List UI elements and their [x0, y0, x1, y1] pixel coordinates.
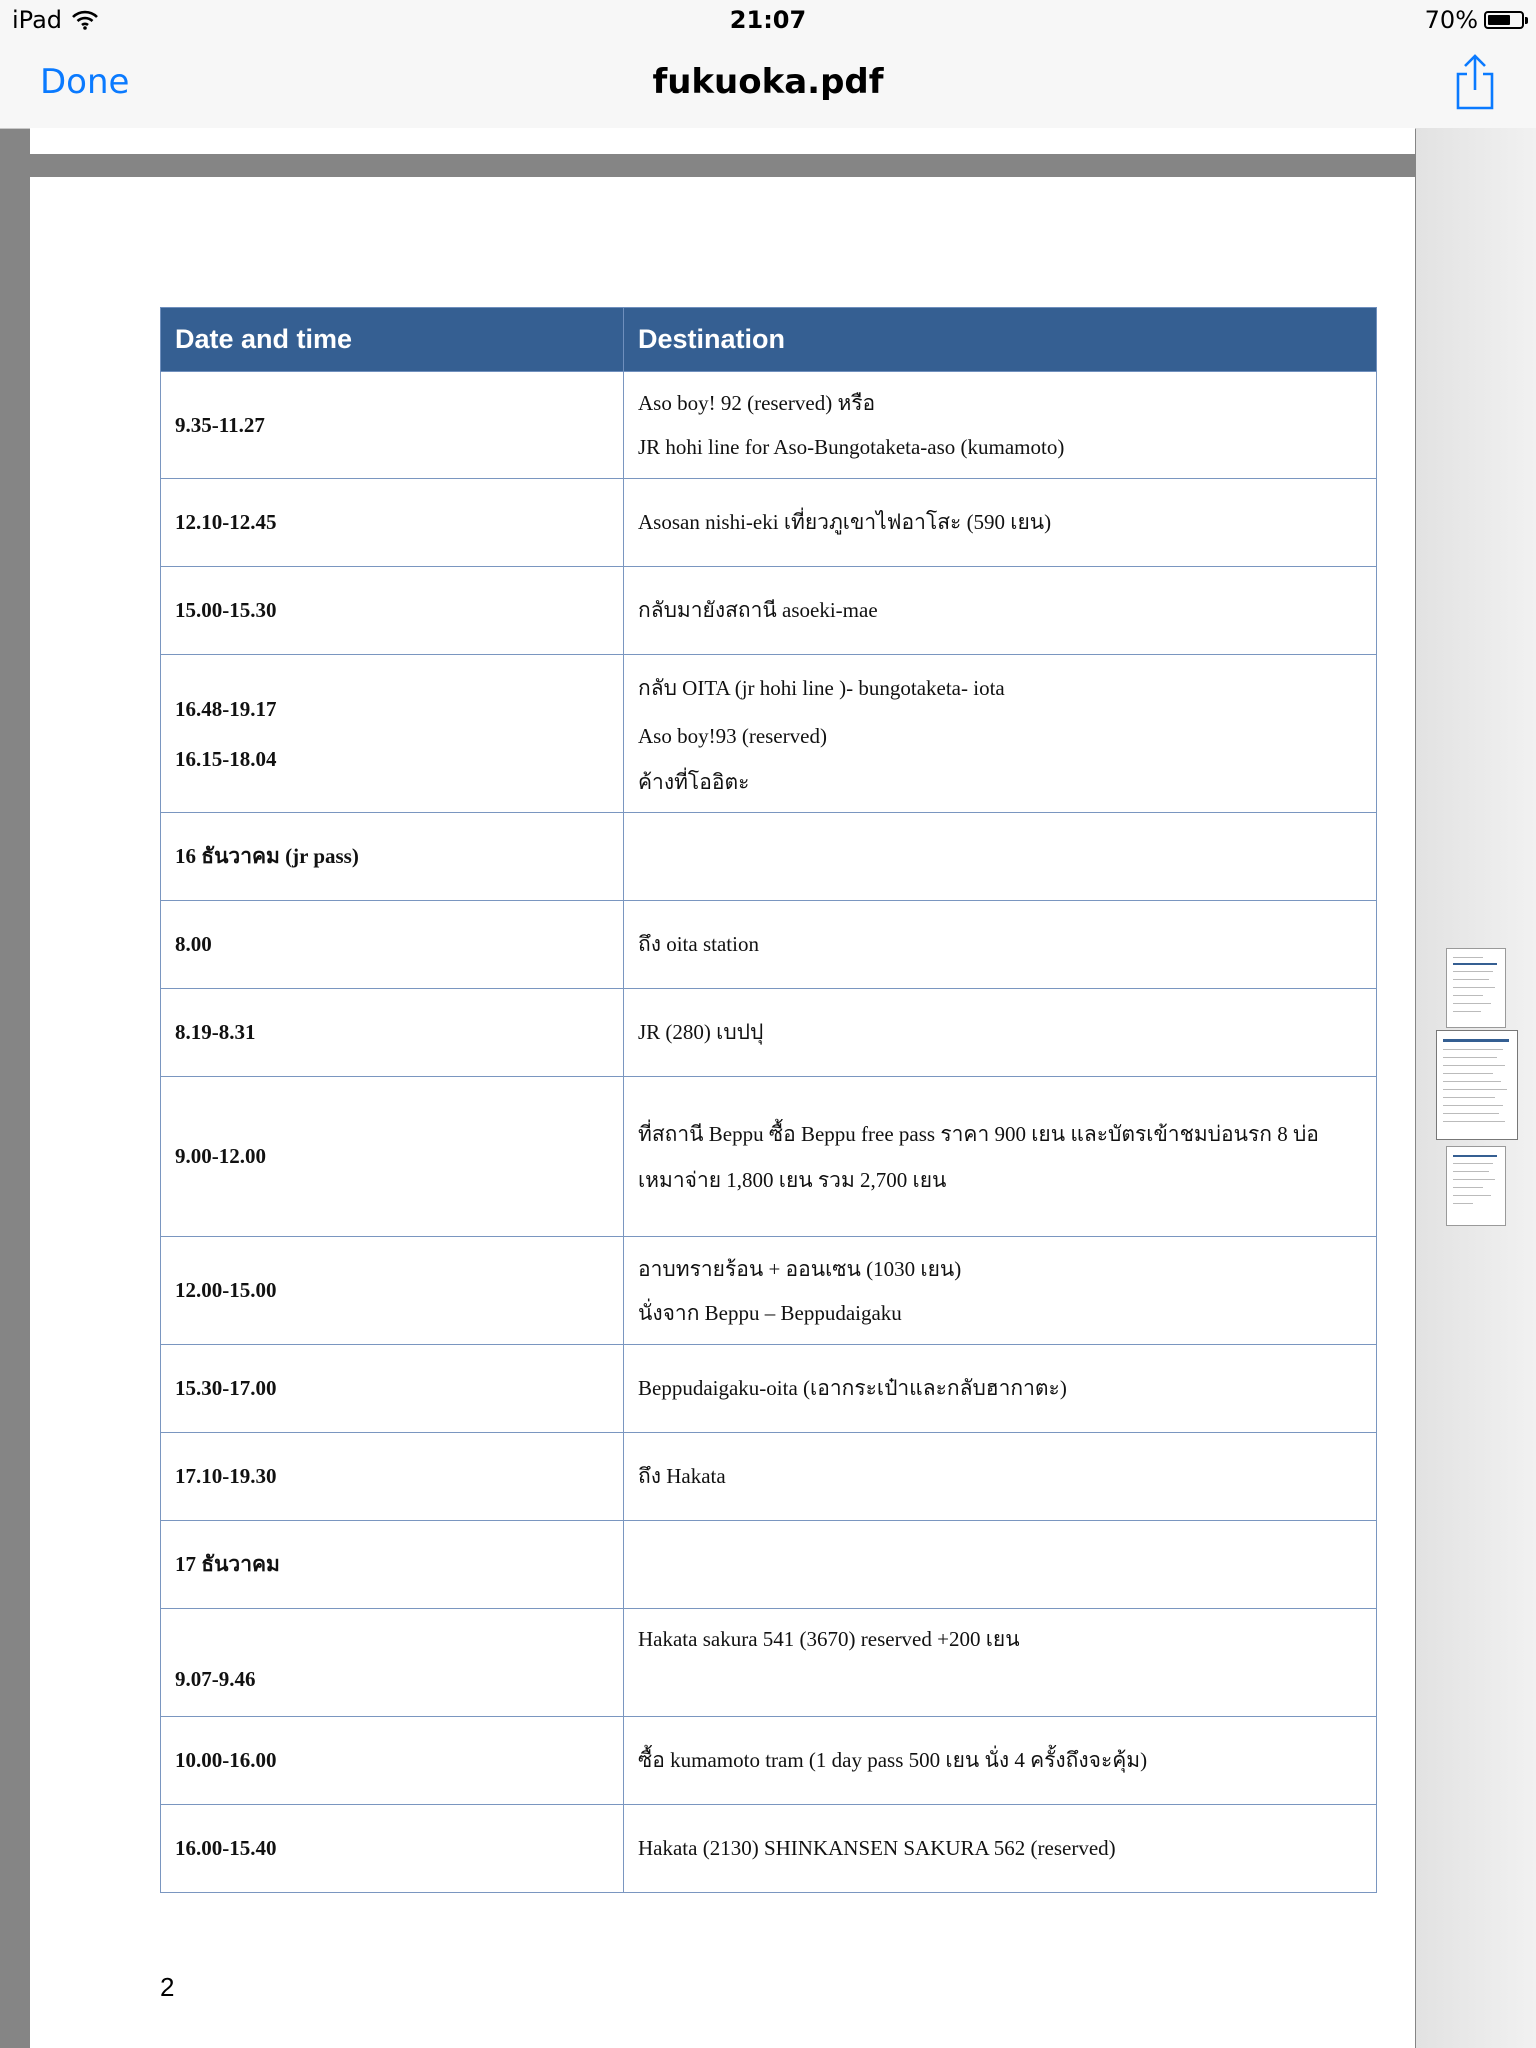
row-destination: ซื้อ kumamoto tram (1 day pass 500 เยน นั่ง 4 ครั้งถึงจะคุ้ม) — [624, 1717, 1377, 1805]
row-date-heading: 17 ธันวาคม — [161, 1521, 624, 1609]
row-time — [161, 655, 624, 813]
row-time: 9.07-9.46 — [161, 1609, 624, 1717]
row-date-heading: 16 ธันวาคม (jr pass) — [161, 813, 624, 901]
table-row — [161, 655, 1377, 813]
row-time: 17.10-19.30 — [161, 1433, 624, 1521]
row-destination-empty — [624, 1521, 1377, 1609]
destination-line: นั่งจาก Beppu – Beppudaigaku — [638, 1300, 902, 1325]
share-icon[interactable] — [1452, 54, 1498, 110]
row-time: 8.19-8.31 — [161, 989, 624, 1077]
table-row — [161, 1521, 1377, 1609]
destination-line: Aso boy! 92 (reserved) หรือ — [638, 391, 876, 415]
table-row — [161, 813, 1377, 901]
row-destination — [624, 655, 1377, 813]
pdf-page[interactable] — [30, 177, 1415, 2048]
battery-icon — [1484, 11, 1524, 29]
table-row — [161, 567, 1377, 655]
previous-page-bottom[interactable] — [30, 128, 1415, 154]
battery-fill — [1488, 15, 1510, 25]
row-time: 9.00-12.00 — [161, 1077, 624, 1237]
status-bar — [0, 0, 1536, 40]
table-row — [161, 372, 1377, 479]
page-thumbnail-2-current[interactable] — [1436, 1030, 1518, 1140]
status-right — [1425, 6, 1524, 34]
destination-line: กลับ OITA (jr hohi line )- bungotaketa- iota — [638, 675, 1005, 700]
time-line: 16.48-19.17 — [175, 696, 277, 721]
row-time: 12.00-15.00 — [161, 1237, 624, 1345]
table-row — [161, 1237, 1377, 1345]
row-destination: Hakata sakura 541 (3670) reserved +200 เยน — [624, 1609, 1377, 1717]
row-time: 9.35-11.27 — [161, 372, 624, 479]
row-destination: Beppudaigaku-oita (เอากระเป๋าและกลับฮากาตะ) — [624, 1345, 1377, 1433]
row-destination: ถึง oita station — [624, 901, 1377, 989]
table-row — [161, 1077, 1377, 1237]
table-row — [161, 1433, 1377, 1521]
row-time: 15.30-17.00 — [161, 1345, 624, 1433]
table-row — [161, 901, 1377, 989]
clock: 21:07 — [729, 6, 807, 34]
row-time: 8.00 — [161, 901, 624, 989]
table-row — [161, 1805, 1377, 1893]
schedule-table — [160, 307, 1377, 1893]
table-row — [161, 1717, 1377, 1805]
destination-line: JR hohi line for Aso-Bungotaketa-aso (kumamoto) — [638, 435, 1065, 459]
device-label: iPad — [12, 6, 63, 34]
row-time: 12.10-12.45 — [161, 479, 624, 567]
row-destination — [624, 1077, 1377, 1237]
page-thumbnail-3[interactable] — [1446, 1146, 1506, 1226]
row-destination: Hakata (2130) SHINKANSEN SAKURA 562 (reserved) — [624, 1805, 1377, 1893]
page-number: 2 — [160, 1972, 175, 2002]
row-destination — [624, 372, 1377, 479]
destination-line: เหมาจ่าย 1,800 เยน รวม 2,700 เยน — [638, 1167, 947, 1192]
row-destination-empty — [624, 813, 1377, 901]
table-header-row — [161, 308, 1377, 372]
destination-line: อาบทรายร้อน + ออนเซน (1030 เยน) — [638, 1256, 962, 1281]
page-thumbnail-bar[interactable] — [1416, 128, 1536, 2048]
row-time: 16.00-15.40 — [161, 1805, 624, 1893]
header-date-time: Date and time — [161, 308, 624, 372]
row-time: 10.00-16.00 — [161, 1717, 624, 1805]
done-button[interactable]: Done — [40, 62, 130, 102]
nav-bar — [0, 40, 1536, 129]
table-row — [161, 989, 1377, 1077]
row-time: 15.00-15.30 — [161, 567, 624, 655]
table-row — [161, 1609, 1377, 1717]
destination-line: ค้างที่โออิตะ — [638, 769, 750, 794]
header-destination: Destination — [624, 308, 1377, 372]
row-destination: ถึง Hakata — [624, 1433, 1377, 1521]
row-destination: กลับมายังสถานี asoeki-mae — [624, 567, 1377, 655]
destination-line: ที่สถานี Beppu ซื้อ Beppu free pass ราคา 900 เยน และบัตรเข้าชมบ่อนรก 8 บ่อ — [638, 1121, 1319, 1146]
row-destination — [624, 1237, 1377, 1345]
document-title: fukuoka.pdf — [652, 62, 884, 102]
destination-line: Aso boy!93 (reserved) — [638, 723, 827, 748]
table-row — [161, 479, 1377, 567]
row-destination: JR (280) เบปปุ — [624, 989, 1377, 1077]
row-destination: Asosan nishi-eki เที่ยวภูเขาไฟอาโสะ (590 เยน) — [624, 479, 1377, 567]
page-thumbnail-1[interactable] — [1446, 948, 1506, 1028]
table-row — [161, 1345, 1377, 1433]
time-line: 16.15-18.04 — [175, 746, 277, 771]
battery-percent: 70% — [1424, 6, 1478, 34]
